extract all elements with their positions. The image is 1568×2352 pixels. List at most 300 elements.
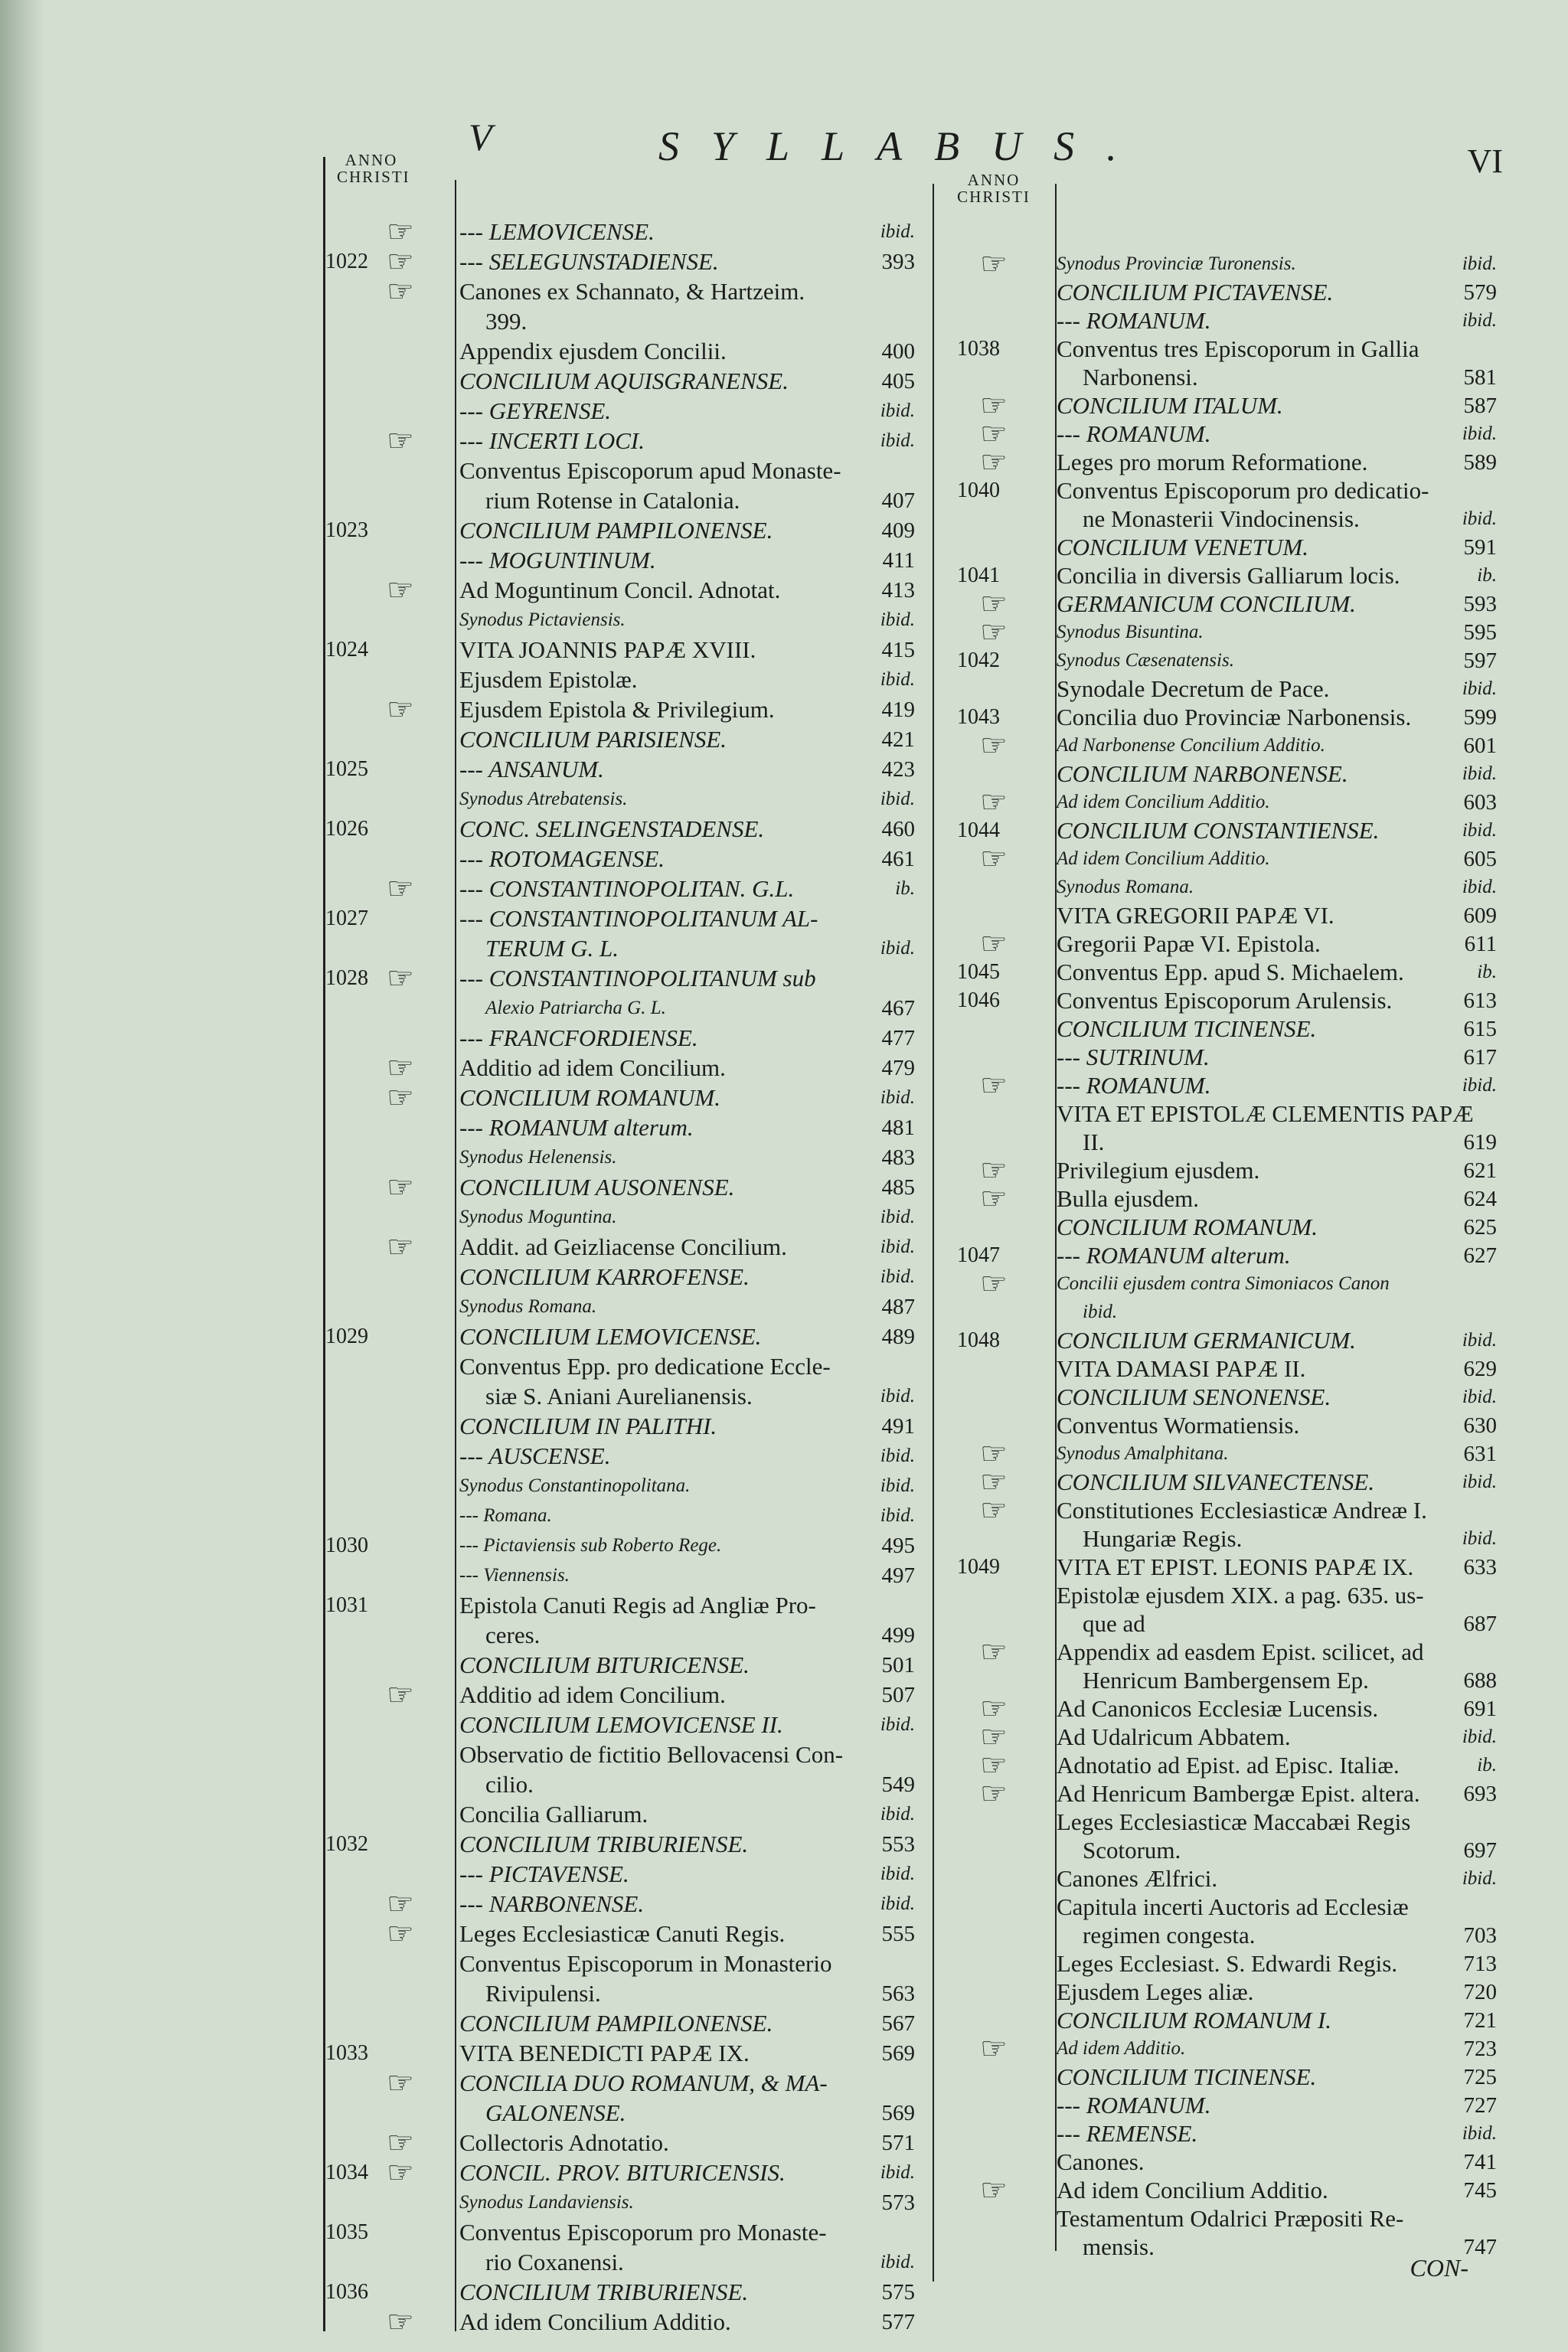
entry-title: --- ROMANUM alterum.: [1057, 1242, 1291, 1269]
year-label: 1031: [325, 1593, 368, 1617]
index-entry: [0, 815, 1497, 846]
entry-title: ibid.: [1083, 1302, 1118, 1322]
index-entry: [0, 841, 1497, 876]
page-reference: 553: [881, 1832, 915, 1857]
entry-title: Bulla ejusdem.: [1057, 1185, 1199, 1212]
pointing-hand-icon: ☞: [387, 961, 414, 995]
page-reference: 703: [1463, 1923, 1497, 1948]
entry-title: Synodus Provinciæ Turonensis.: [1057, 253, 1296, 274]
entry-title: Narbonensi.: [1083, 364, 1198, 390]
page-reference: 549: [881, 1772, 915, 1797]
year-label: 1024: [325, 638, 368, 662]
pointing-hand-icon: ☞: [980, 785, 1008, 819]
entry-title: Synodus Constantinopolitana.: [459, 1475, 691, 1496]
entry-title: CONCIL. PROV. BITURICENSIS.: [459, 2159, 786, 2186]
left-column-header: [337, 151, 410, 186]
pointing-hand-icon: ☞: [980, 1436, 1008, 1471]
entry-title: Ad idem Concilium Additio.: [1057, 2177, 1328, 2203]
entry-title: --- FRANCFORDIENSE.: [459, 1024, 698, 1051]
entry-title: CONCILIUM KARROFENSE.: [459, 1263, 750, 1290]
entry-title: --- ROTOMAGENSE.: [459, 845, 665, 872]
page-reference: 495: [881, 1534, 915, 1558]
entry-title: VITA JOANNIS PAPÆ XVIII.: [459, 636, 756, 663]
page-reference: ibid.: [880, 789, 915, 809]
page-reference: ibid.: [880, 1087, 915, 1108]
pointing-hand-icon: ☞: [387, 1080, 414, 1115]
page-reference: 723: [1463, 2037, 1497, 2061]
page-reference: 563: [881, 1981, 915, 2006]
entry-title: Alexio Patriarcha G. L.: [485, 998, 666, 1018]
pointing-hand-icon: ☞: [387, 423, 414, 458]
entry-title: Leges Ecclesiast. S. Edwardi Regis.: [1057, 1950, 1398, 1977]
entry-title: Synodale Decretum de Pace.: [1057, 675, 1330, 702]
year-label: 1030: [325, 1534, 368, 1557]
year-label: 1044: [957, 818, 1000, 842]
index-entry: [0, 1637, 1497, 1668]
pointing-hand-icon: ☞: [980, 1691, 1008, 1726]
page-reference: ibid.: [880, 2162, 915, 2183]
page-reference: ibid.: [1462, 1726, 1497, 1747]
entry-title: TERUM G. L.: [485, 935, 619, 962]
entry-title: Capitula incerti Auctoris ad Ecclesiæ: [1057, 1893, 1409, 1920]
entry-title: --- Pictaviensis sub Roberto Rege.: [459, 1535, 722, 1556]
index-entry: [0, 1266, 1497, 1301]
page-reference: ibid.: [880, 938, 915, 959]
year-label: 1045: [957, 960, 1000, 984]
page-reference: ibid.: [1462, 1528, 1497, 1549]
entry-title: GERMANICUM CONCILIUM.: [1057, 590, 1356, 617]
index-entry: [0, 504, 1497, 534]
entry-title: VITA ET EPISTOLÆ CLEMENTIS PAPÆ: [1057, 1100, 1474, 1127]
index-entry: [0, 390, 1497, 421]
year-label: 1036: [325, 2280, 368, 2304]
index-entry: [0, 334, 1497, 364]
index-entry: [0, 1042, 1497, 1073]
pointing-hand-icon: ☞: [387, 2155, 414, 2190]
index-entry: [0, 244, 1497, 281]
entry-title: Concilia Galliarum.: [459, 1801, 648, 1828]
year-label: 1035: [325, 2220, 368, 2244]
page-reference: ibid.: [1462, 877, 1497, 897]
page-reference: ibid.: [880, 1475, 915, 1496]
entry-title: que ad: [1083, 1610, 1145, 1637]
entry-title: CONCILIUM IN PALITHI.: [459, 1413, 717, 1439]
page-reference: 460: [881, 817, 915, 841]
entry-title: Testamentum Odalrici Præpositi Re-: [1057, 2205, 1404, 2232]
index-entry: [0, 1892, 1497, 1922]
entry-title: Ad idem Additio.: [1057, 2038, 1186, 2059]
index-entry: [0, 2147, 1497, 2177]
pointing-hand-icon: ☞: [980, 728, 1008, 763]
entry-title: --- SELEGUNSTADIENSE.: [459, 248, 719, 275]
entry-title: CONCILIUM TICINENSE.: [1057, 1015, 1317, 1042]
page-reference: 479: [881, 1056, 915, 1080]
index-entry: [0, 1609, 1497, 1639]
index-entry: [0, 1014, 1497, 1044]
year-label: 1028: [325, 966, 368, 990]
pointing-hand-icon: ☞: [387, 214, 414, 249]
page-reference: 589: [1463, 450, 1497, 475]
entry-title: Addit. ad Geizliacense Concilium.: [459, 1233, 787, 1260]
entry-title: Rivipulensi.: [485, 1980, 601, 2007]
index-entry: [0, 1436, 1497, 1471]
page-reference: ibid.: [880, 1236, 915, 1257]
page-reference: 687: [1463, 1612, 1497, 1636]
entry-title: --- Romana.: [459, 1505, 552, 1526]
entry-title: CONCILIUM ITALUM.: [1057, 392, 1283, 419]
entry-title: Synodus Landaviensis.: [459, 2192, 634, 2213]
page-reference: 467: [881, 996, 915, 1021]
year-label: 1041: [957, 564, 1000, 587]
signature-letter: V: [469, 116, 492, 158]
pointing-hand-icon: ☞: [387, 2305, 414, 2339]
entry-title: mensis.: [1083, 2233, 1155, 2260]
index-entry: [0, 1354, 1497, 1384]
entry-title: Ad idem Concilium Additio.: [1057, 848, 1270, 869]
entry-title: Conventus Wormatiensis.: [1057, 1412, 1300, 1439]
index-entry: [0, 926, 1497, 961]
index-entry: [0, 214, 915, 249]
entry-title: --- ROMANUM.: [1057, 2092, 1211, 2118]
page-reference: 613: [1463, 988, 1497, 1013]
pointing-hand-icon: ☞: [980, 1776, 1008, 1811]
entry-title: Concilia in diversis Galliarum locis.: [1057, 562, 1400, 589]
entry-title: --- REMENSE.: [1057, 2120, 1198, 2147]
entry-title: CONCILIUM ROMANUM.: [459, 1084, 720, 1111]
index-entry: [0, 1070, 1497, 1101]
entry-title: Canones ex Schannato, & Hartzeim.: [459, 278, 805, 305]
entry-title: Synodus Helenensis.: [459, 1147, 617, 1168]
entry-title: rio Coxanensi.: [485, 2249, 624, 2275]
entry-title: Ad Moguntinum Concil. Adnotat.: [459, 577, 781, 603]
page-reference: 497: [881, 1563, 915, 1588]
index-entry: [0, 1212, 1497, 1243]
page-reference: ibid.: [880, 400, 915, 421]
page-reference: 605: [1463, 847, 1497, 871]
pointing-hand-icon: ☞: [980, 1153, 1008, 1187]
pointing-hand-icon: ☞: [980, 841, 1008, 876]
year-label: 1043: [957, 705, 1000, 729]
entry-title: Synodus Romana.: [1057, 877, 1194, 897]
index-entry: [0, 1099, 1497, 1129]
page-reference: 407: [881, 488, 915, 513]
entry-title: --- CONSTANTINOPOLITANUM sub: [459, 965, 816, 991]
index-entry: [0, 1181, 1497, 1216]
pointing-hand-icon: ☞: [387, 2066, 414, 2100]
index-entry: [0, 645, 1497, 676]
entry-title: --- ROMANUM.: [1057, 420, 1211, 447]
page-reference: ibid.: [880, 1505, 915, 1526]
page-reference: 569: [881, 2101, 915, 2125]
entry-title: Ad idem Concilium Additio.: [1057, 792, 1270, 812]
page-reference: 461: [881, 847, 915, 871]
entry-title: CONCILIUM NARBONENSE.: [1057, 760, 1348, 787]
year-label: 1025: [325, 757, 368, 781]
page-reference: 725: [1463, 2065, 1497, 2089]
index-entry: [0, 2062, 1497, 2092]
year-label: 1049: [957, 1555, 1000, 1579]
entry-title: Privilegium ejusdem.: [1057, 1157, 1260, 1184]
page-reference: ib.: [1477, 962, 1497, 982]
pointing-hand-icon: ☞: [980, 586, 1008, 621]
entry-title: --- CONSTANTINOPOLITAN. G.L.: [459, 875, 795, 902]
page-title: SYLLABUS.: [658, 123, 1149, 169]
page-reference: ibid.: [880, 430, 915, 451]
page-reference: 599: [1463, 705, 1497, 730]
index-entry: [0, 2118, 1497, 2149]
entry-title: CONCILIUM TRIBURIENSE.: [459, 2278, 749, 2305]
index-entry: [0, 871, 1497, 906]
page-reference: 491: [881, 1414, 915, 1439]
entry-title: Leges Ecclesiasticæ Canuti Regis.: [459, 1920, 786, 1947]
entry-title: Synodus Romana.: [459, 1296, 597, 1317]
pointing-hand-icon: ☞: [980, 1635, 1008, 1669]
entry-title: Ejusdem Epistolæ.: [459, 666, 638, 693]
index-entry: [0, 617, 1497, 648]
entry-title: VITA DAMASI PAPÆ II.: [1057, 1355, 1306, 1382]
year-label: 1038: [957, 337, 1000, 361]
index-entry: [0, 2307, 915, 2337]
page-reference: 413: [881, 578, 915, 603]
index-entry: [0, 1382, 1497, 1413]
entry-title: ceres.: [485, 1622, 541, 1648]
entry-title: VITA GREGORII PAPÆ VI.: [1057, 902, 1334, 929]
index-entry: [0, 730, 1497, 761]
page-reference: 630: [1463, 1413, 1497, 1438]
entry-title: Synodus Moguntina.: [459, 1207, 617, 1227]
index-entry: [0, 2175, 1497, 2206]
pointing-hand-icon: ☞: [980, 1266, 1008, 1301]
page-reference: ibid.: [880, 1804, 915, 1824]
year-label: 1048: [957, 1328, 1000, 1352]
entry-title: --- SUTRINUM.: [1057, 1044, 1210, 1070]
page-reference: 609: [1463, 903, 1497, 928]
entry-title: CONCILIUM VENETUM.: [1057, 534, 1308, 560]
entry-title: Leges pro morum Reformatione.: [1057, 449, 1368, 475]
pointing-hand-icon: ☞: [980, 2031, 1008, 2066]
entry-title: VITA ET EPIST. LEONIS PAPÆ IX.: [1057, 1553, 1414, 1580]
index-entry: [0, 1467, 1497, 1498]
pointing-hand-icon: ☞: [980, 1493, 1008, 1527]
col-head-anno: ANNO: [345, 151, 398, 169]
page-reference: ibid.: [880, 1266, 915, 1287]
entry-title: II.: [1083, 1129, 1105, 1155]
entry-title: Ad Henricum Bambergæ Epist. altera.: [1057, 1780, 1420, 1807]
entry-title: Ad Canonicos Ecclesiæ Lucensis.: [1057, 1695, 1379, 1722]
page-reference: 720: [1463, 1980, 1497, 2004]
index-entry: [0, 2232, 1497, 2262]
index-entry: [0, 1155, 1497, 1186]
entry-title: CONCILIUM BITURICENSE.: [459, 1651, 750, 1678]
entry-title: regimen congesta.: [1083, 1922, 1256, 1949]
year-label: 1026: [325, 817, 368, 841]
entry-title: rium Rotense in Catalonia.: [485, 487, 740, 514]
page-reference: ibid.: [880, 1864, 915, 1884]
page-reference: ibid.: [1462, 1330, 1497, 1351]
page-reference: ibid.: [1462, 508, 1497, 529]
page-reference: ibid.: [880, 1446, 915, 1466]
page-reference: 631: [1463, 1442, 1497, 1466]
index-entry: [0, 1127, 1497, 1158]
entry-title: CONC. SELINGENSTADENSE.: [459, 815, 765, 842]
entry-title: Conventus Episcoporum in Monasterio: [459, 1950, 832, 1977]
page-reference: 507: [881, 1683, 915, 1707]
entry-title: CONCILIUM ROMANUM I.: [1057, 2007, 1332, 2034]
index-entry: [0, 2203, 1497, 2234]
page-reference: ibid.: [1462, 253, 1497, 274]
entry-title: Adnotatio ad Epist. ad Episc. Italiæ.: [1057, 1752, 1400, 1779]
entry-title: CONCILIUM PAMPILONENSE.: [459, 2010, 773, 2037]
entry-title: Appendix ad easdem Epist. scilicet, ad: [1057, 1638, 1424, 1665]
entry-title: --- INCERTI LOCI.: [459, 427, 645, 454]
page-reference: 633: [1463, 1555, 1497, 1579]
page-reference: ibid.: [880, 221, 915, 242]
entry-title: Observatio de fictitio Bellovacensi Con-: [459, 1741, 844, 1768]
index-entry: [0, 985, 1497, 1016]
page-reference: 489: [881, 1325, 915, 1349]
pointing-hand-icon: ☞: [387, 274, 414, 309]
entry-title: cilio.: [485, 1771, 534, 1798]
page-reference: 423: [881, 757, 915, 782]
entry-title: Epistola Canuti Regis ad Angliæ Pro-: [459, 1592, 816, 1619]
page-reference: ibid.: [1462, 678, 1497, 699]
entry-title: Conventus Episcoporum pro Monaste-: [459, 2219, 827, 2246]
entry-title: --- LEMOVICENSE.: [459, 218, 655, 245]
year-label: 1027: [325, 906, 368, 930]
page-reference: ibid.: [880, 1714, 915, 1735]
entry-title: Leges Ecclesiasticæ Maccabæi Regis: [1057, 1808, 1411, 1835]
index-entry: [0, 674, 1497, 704]
index-entry: [0, 1552, 1497, 1583]
entry-title: ne Monasterii Vindocinensis.: [1083, 505, 1360, 532]
entry-title: Henricum Bambergensem Ep.: [1083, 1667, 1369, 1694]
entry-title: Hungariæ Regis.: [1083, 1525, 1243, 1552]
page-reference: 409: [881, 518, 915, 543]
entry-title: --- ROMANUM alterum.: [459, 1114, 694, 1141]
index-entry: [0, 2277, 915, 2308]
entry-title: Synodus Pictaviensis.: [459, 609, 626, 630]
entry-title: Additio ad idem Concilium.: [459, 1681, 726, 1708]
year-label: 1023: [325, 518, 368, 542]
page-reference: 688: [1463, 1668, 1497, 1693]
index-entry: [0, 532, 1497, 563]
index-entry: [0, 2005, 1497, 2036]
entry-title: Conventus Episcoporum apud Monaste-: [459, 457, 841, 484]
entry-title: Conventus Episcoporum Arulensis.: [1057, 987, 1393, 1014]
entry-title: CONCILIUM CONSTANTIENSE.: [1057, 817, 1380, 844]
page-reference: ib.: [1477, 1755, 1497, 1775]
index-entry: [0, 1864, 1497, 1894]
page-reference: ibid.: [880, 1893, 915, 1914]
page-reference: 577: [881, 2310, 915, 2334]
page-reference: ibid.: [1462, 1387, 1497, 1407]
index-entry: [0, 1495, 1497, 1526]
pointing-hand-icon: ☞: [387, 2125, 414, 2160]
page-reference: 619: [1463, 1130, 1497, 1155]
entry-title: --- Viennensis.: [459, 1565, 570, 1586]
year-label: 1029: [325, 1325, 368, 1348]
index-entry: [0, 2031, 1497, 2066]
pointing-hand-icon: ☞: [387, 1886, 414, 1921]
page-reference: 603: [1463, 790, 1497, 815]
entry-title: Synodus Amalphitana.: [1057, 1443, 1229, 1464]
index-entry: [0, 305, 1497, 336]
entry-title: CONCILIUM SENONENSE.: [1057, 1383, 1331, 1410]
page-reference: ibid.: [1462, 423, 1497, 444]
pointing-hand-icon: ☞: [980, 1068, 1008, 1102]
index-entry: [0, 362, 1497, 393]
page-reference: 691: [1463, 1697, 1497, 1721]
year-label: 1042: [957, 648, 1000, 672]
page-reference: 697: [1463, 1838, 1497, 1863]
entry-title: CONCILIUM GERMANICUM.: [1057, 1327, 1356, 1354]
page-reference: ibid.: [1462, 820, 1497, 841]
index-entry: [0, 759, 1497, 789]
pointing-hand-icon: ☞: [980, 2173, 1008, 2207]
index-entry: [0, 900, 1497, 931]
entry-title: Conventus tres Episcoporum in Gallia: [1057, 335, 1419, 362]
pointing-hand-icon: ☞: [980, 388, 1008, 423]
right-column-header: [956, 172, 1032, 205]
page-reference: 721: [1463, 2008, 1497, 2033]
page-reference: 400: [881, 339, 915, 364]
entry-title: --- ANSANUM.: [459, 756, 604, 782]
page-reference: 611: [1464, 932, 1497, 956]
page-reference: 555: [881, 1922, 915, 1946]
pointing-hand-icon: ☞: [387, 1170, 414, 1204]
page-reference: 421: [881, 727, 915, 752]
index-entry: [0, 1524, 1497, 1554]
entry-title: 399.: [485, 308, 528, 335]
entry-title: Ejusdem Leges aliæ.: [1057, 1978, 1254, 2005]
entry-title: --- NARBONENSE.: [459, 1890, 645, 1917]
entry-title: VITA BENEDICTI PAPÆ IX.: [459, 2040, 750, 2066]
entry-title: Conventus Episcoporum pro dedicatio-: [1057, 477, 1429, 504]
entry-title: CONCILIUM PARISIENSE.: [459, 726, 727, 753]
pointing-hand-icon: ☞: [980, 445, 1008, 479]
index-entry: [0, 787, 1497, 818]
index-entry: [0, 1916, 1497, 1951]
year-label: 1034: [325, 2161, 368, 2184]
page-reference: ibid.: [880, 1386, 915, 1406]
page-reference: 617: [1463, 1045, 1497, 1070]
page-reference: 621: [1463, 1158, 1497, 1183]
index-entry: [0, 1240, 1497, 1271]
pointing-hand-icon: ☞: [387, 1230, 414, 1264]
page-reference: 713: [1463, 1952, 1497, 1976]
pointing-hand-icon: ☞: [980, 247, 1008, 281]
pointing-hand-icon: ☞: [387, 1050, 414, 1085]
col-head-anno: ANNO: [967, 171, 1021, 189]
entry-title: CONCILIUM PAMPILONENSE.: [459, 517, 773, 544]
index-entry: [0, 957, 1497, 988]
entry-title: --- ROMANUM.: [1057, 1072, 1211, 1099]
pointing-hand-icon: ☞: [980, 1465, 1008, 1499]
page-reference: ib.: [1477, 565, 1497, 586]
pointing-hand-icon: ☞: [387, 244, 414, 279]
entry-title: Epistolæ ejusdem XIX. a pag. 635. us-: [1057, 1582, 1424, 1609]
page-reference: ibid.: [1462, 2123, 1497, 2144]
index-entry: [0, 1949, 1497, 1979]
entry-title: Canones.: [1057, 2148, 1145, 2175]
page-reference: ibid.: [880, 609, 915, 630]
page-reference: ibid.: [1462, 310, 1497, 331]
year-label: 1032: [325, 1832, 368, 1856]
page-reference: 745: [1463, 2178, 1497, 2203]
entry-title: Ad idem Concilium Additio.: [459, 2308, 731, 2335]
entry-title: CONCILIUM LEMOVICENSE II.: [459, 1711, 783, 1738]
page-reference: 615: [1463, 1017, 1497, 1041]
